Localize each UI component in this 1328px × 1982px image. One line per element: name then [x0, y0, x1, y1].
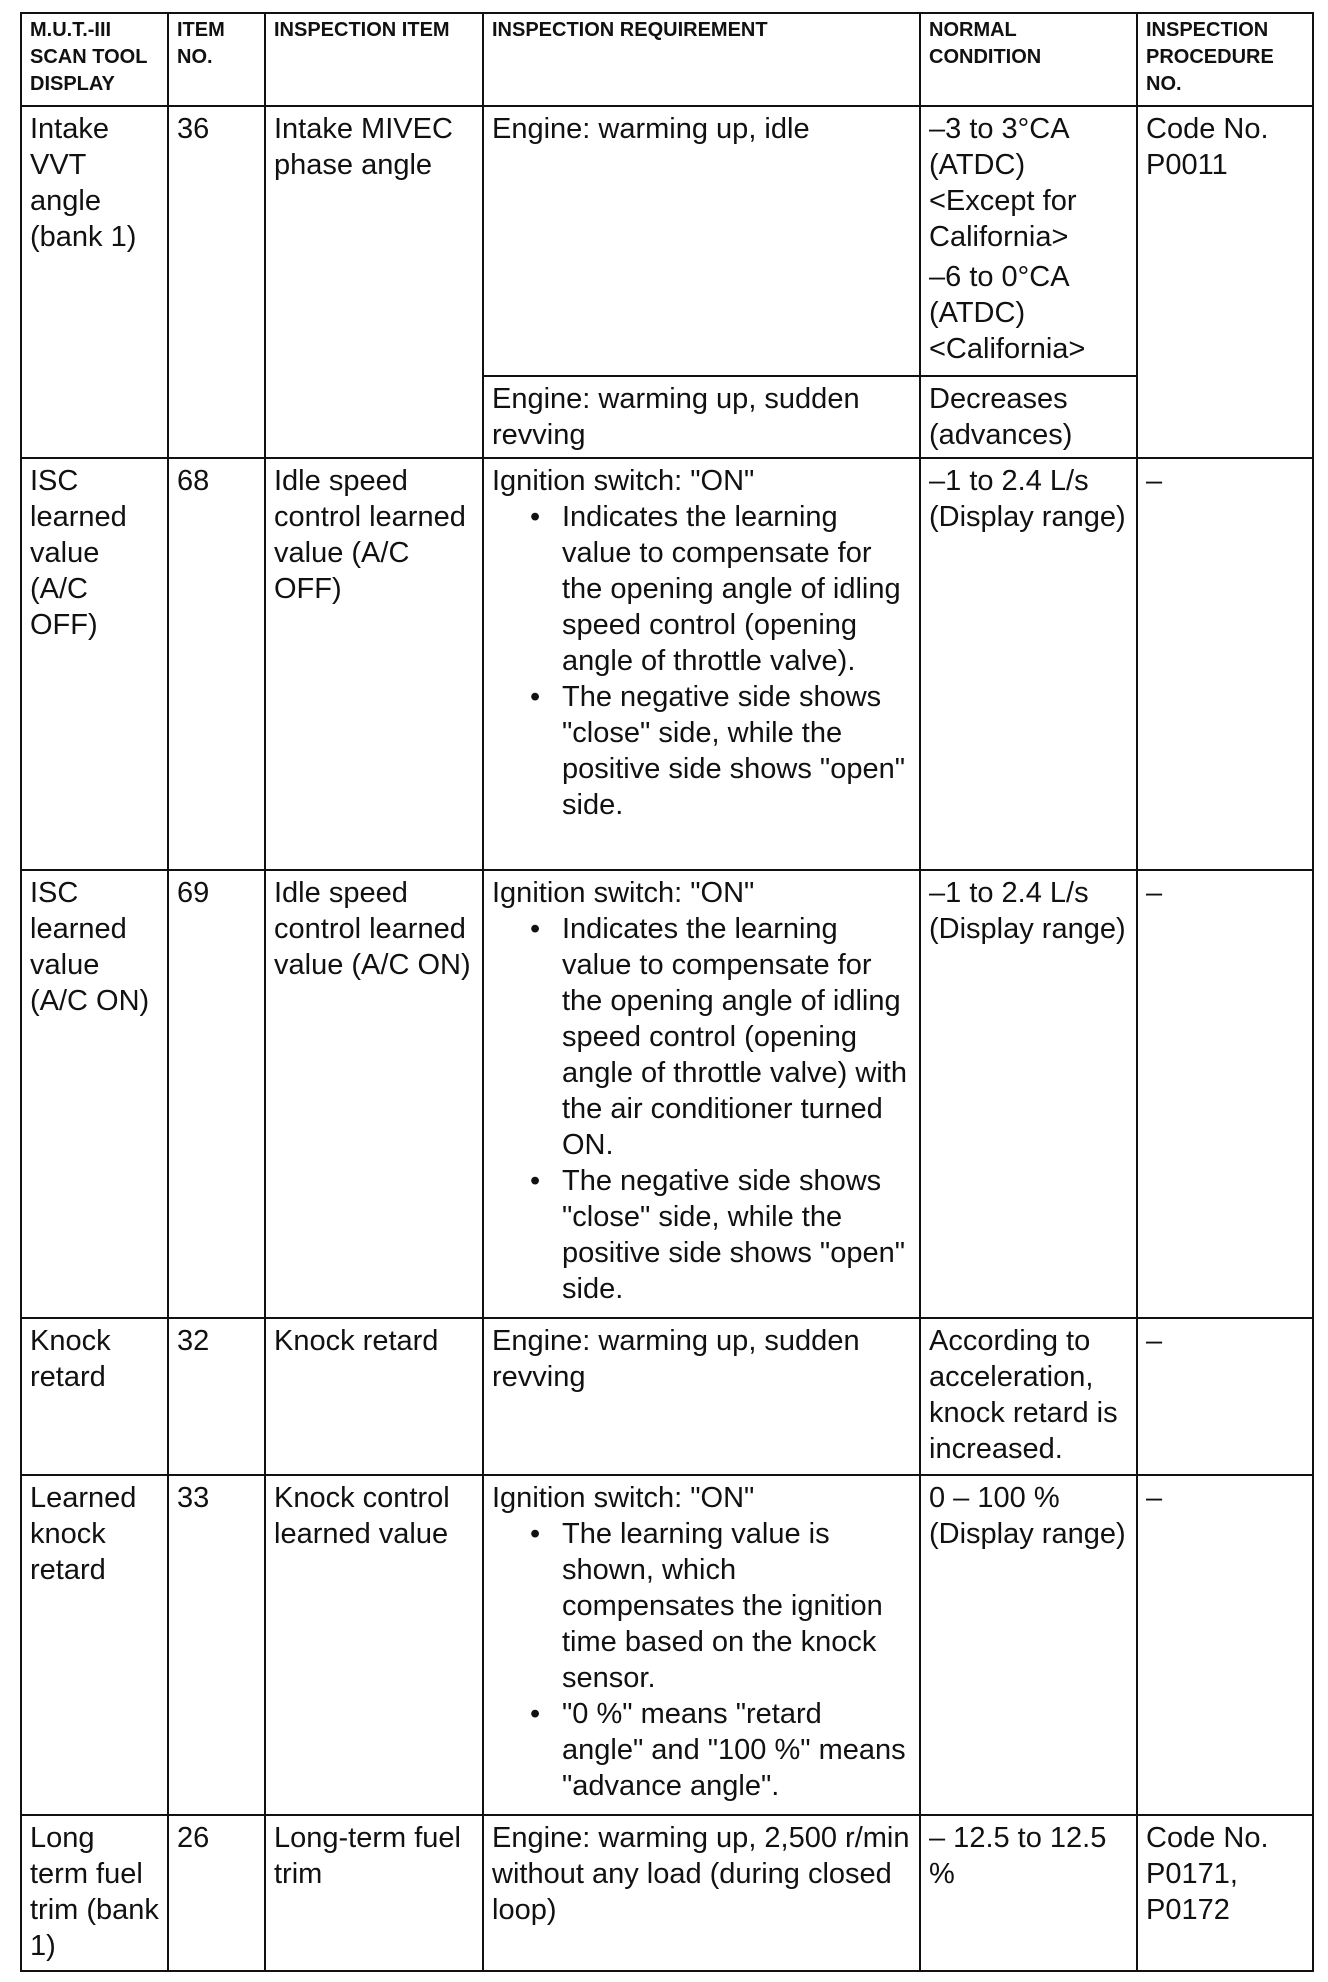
- normal-except-california: –3 to 3°CA (ATDC) <Except for California>: [929, 113, 1077, 253]
- cell-display: Knock retard: [21, 1318, 168, 1475]
- cell-display: ISC learned value (A/C ON): [21, 870, 168, 1318]
- cell-item-no: 26: [168, 1815, 265, 1971]
- cell-requirement: Engine: warming up, sudden revving: [483, 1318, 920, 1475]
- requirement-bullets: [492, 911, 911, 1307]
- header-item-no: ITEM NO.: [168, 13, 265, 106]
- cell-item-no: 33: [168, 1475, 265, 1815]
- cell-item: Long-term fuel trim: [265, 1815, 483, 1971]
- cell-requirement: [483, 458, 920, 870]
- header-normal: NORMAL CONDITION: [920, 13, 1137, 106]
- table-row: [21, 1318, 1313, 1475]
- header-procedure: INSPECTION PROCEDURE NO.: [1137, 13, 1313, 106]
- cell-requirement: [483, 1475, 920, 1815]
- table-row: [21, 1815, 1313, 1971]
- cell-normal: [920, 106, 1137, 376]
- cell-procedure: –: [1137, 1318, 1313, 1475]
- cell-procedure: Code No. P0011: [1137, 106, 1313, 458]
- cell-procedure: –: [1137, 1475, 1313, 1815]
- requirement-bullets: [492, 1516, 911, 1804]
- list-item: • Indicates the learning value to compensate for the opening angle of idling speed control (opening angle of throttle valve).: [562, 499, 911, 679]
- inspection-table: [20, 12, 1314, 1972]
- cell-normal: Decreases (advances): [920, 376, 1137, 458]
- list-item: • The negative side shows "close" side, while the positive side shows "open" side.: [562, 679, 911, 823]
- cell-item-no: 32: [168, 1318, 265, 1475]
- cell-normal: –1 to 2.4 L/s (Display range): [920, 458, 1137, 870]
- cell-procedure: –: [1137, 458, 1313, 870]
- cell-display: ISC learned value (A/C OFF): [21, 458, 168, 870]
- cell-procedure: –: [1137, 870, 1313, 1318]
- list-item: • The learning value is shown, which compensates the ignition time based on the knock sensor.: [562, 1516, 911, 1696]
- cell-normal: – 12.5 to 12.5 %: [920, 1815, 1137, 1971]
- header-row: [21, 13, 1313, 106]
- normal-california: –6 to 0°CA (ATDC) <California>: [929, 261, 1086, 365]
- requirement-intro: Ignition switch: "ON": [492, 1482, 755, 1514]
- cell-item: Idle speed control learned value (A/C OFF): [265, 458, 483, 870]
- list-item: • "0 %" means "retard angle" and "100 %" means "advance angle".: [562, 1696, 911, 1804]
- header-item: INSPECTION ITEM: [265, 13, 483, 106]
- cell-item-no: 68: [168, 458, 265, 870]
- cell-normal: –1 to 2.4 L/s (Display range): [920, 870, 1137, 1318]
- cell-item: Intake MIVEC phase angle: [265, 106, 483, 458]
- header-display: M.U.T.-III SCAN TOOL DISPLAY: [21, 13, 168, 106]
- cell-procedure: Code No. P0171, P0172: [1137, 1815, 1313, 1971]
- cell-requirement: Engine: warming up, 2,500 r/min without any load (during closed loop): [483, 1815, 920, 1971]
- requirement-intro: Ignition switch: "ON": [492, 877, 755, 909]
- table-row: [21, 1475, 1313, 1815]
- list-item: • Indicates the learning value to compensate for the opening angle of idling speed control (opening angle of throttle valve) with the air conditioner turned ON.: [562, 911, 911, 1163]
- cell-display: Long term fuel trim (bank 1): [21, 1815, 168, 1971]
- cell-requirement: Engine: warming up, sudden revving: [483, 376, 920, 458]
- cell-item-no: 69: [168, 870, 265, 1318]
- cell-requirement: Engine: warming up, idle: [483, 106, 920, 376]
- list-item: • The negative side shows "close" side, while the positive side shows "open" side.: [562, 1163, 911, 1307]
- cell-normal: 0 – 100 % (Display range): [920, 1475, 1137, 1815]
- cell-item-no: 36: [168, 106, 265, 458]
- cell-normal: According to acceleration, knock retard is increased.: [920, 1318, 1137, 1475]
- cell-item: Idle speed control learned value (A/C ON): [265, 870, 483, 1318]
- table-row: [21, 458, 1313, 870]
- requirement-intro: Ignition switch: "ON": [492, 465, 755, 497]
- header-requirement: INSPECTION REQUIREMENT: [483, 13, 920, 106]
- table-row: [21, 870, 1313, 1318]
- table-row: [21, 106, 1313, 376]
- cell-item: Knock control learned value: [265, 1475, 483, 1815]
- cell-display: Learned knock retard: [21, 1475, 168, 1815]
- requirement-bullets: [492, 499, 911, 823]
- cell-item: Knock retard: [265, 1318, 483, 1475]
- cell-display: Intake VVT angle (bank 1): [21, 106, 168, 458]
- cell-requirement: [483, 870, 920, 1318]
